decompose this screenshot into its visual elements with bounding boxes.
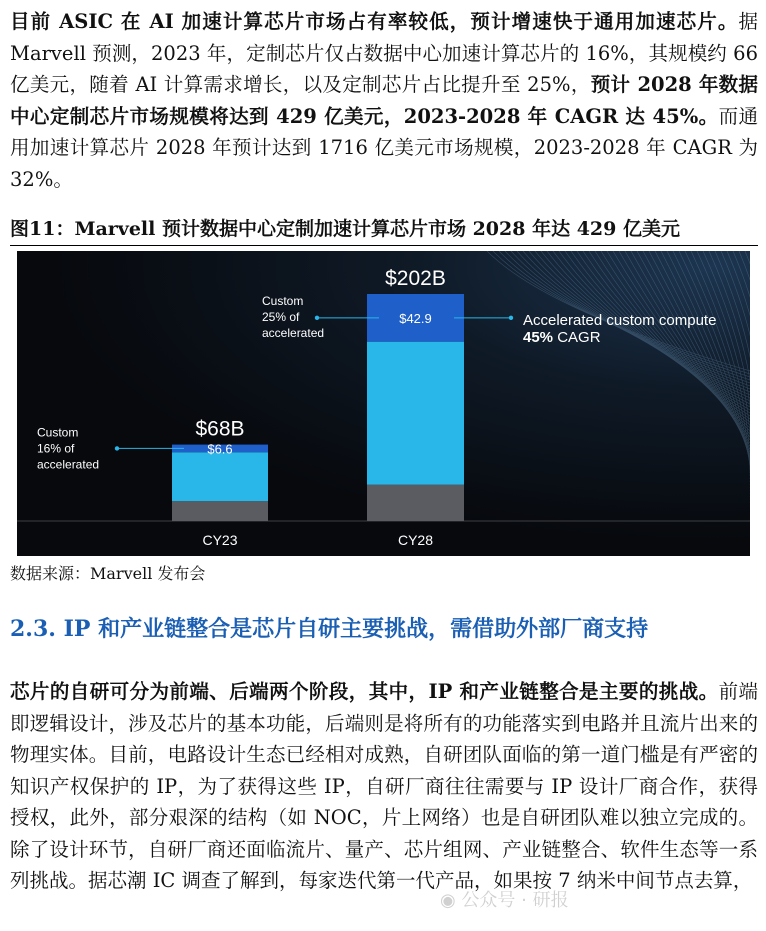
figure-title-rule (10, 245, 758, 246)
annotation-cy28-line2: 25% of (262, 309, 300, 324)
x-tick-cy28: CY28 (397, 532, 434, 548)
bar-cy28-custom-label: $42.9 (399, 310, 432, 326)
custom-compute-chart (17, 251, 750, 556)
bar-cy28 (367, 267, 464, 548)
bar-cy23-total-label: $68B (195, 417, 245, 441)
annotation-cy28-line1: Custom (262, 293, 304, 308)
section-heading: 2.3. IP 和产业链整合是芯片自研主要挑战，需借助外部厂商支持 (10, 616, 649, 642)
intro-bold-1: 目前 ASIC 在 AI 加速计算芯片市场占有率较低，预计增速快于通用加速芯片。 (10, 10, 739, 33)
annotation-cagr-dot (509, 316, 513, 320)
annotation-cy23-line3: accelerated (37, 457, 100, 472)
intro-bold-2: 预计 2028 年数据中心定制芯片市场规模将达到 429 亿美元，2023-2028 年 CAGR 达 45%。 (10, 73, 758, 128)
x-tick-cy23: CY23 (202, 532, 238, 548)
bar-cy28-total-label: $202B (385, 267, 446, 290)
body-bold-1: 芯片的自研可分为前端、后端两个阶段，其中，IP 和产业链整合是主要的挑战。 (10, 680, 719, 703)
bar-cy23-custom-label: $6.6 (207, 441, 233, 457)
figure-title: 图11：Marvell 预计数据中心定制加速计算芯片市场 2028 年达 429 亿美元 (10, 218, 680, 240)
annotation-cy23-dot (115, 446, 119, 450)
body-paragraph (10, 676, 758, 897)
figure-source: 数据来源：Marvell 发布会 (10, 564, 206, 583)
bar-cy28-gray-segment (367, 485, 464, 521)
annotation-cagr-line1: Accelerated custom compute (523, 312, 717, 329)
bar-cy23-cyan-segment (172, 452, 268, 501)
intro-paragraph (10, 6, 758, 195)
annotation-cy28-line3: accelerated (262, 325, 325, 340)
annotation-cagr-suffix: CAGR (553, 329, 601, 346)
bar-cy28-cyan-segment (367, 342, 464, 485)
annotation-cy28-dot (315, 316, 319, 320)
intro-text-1: 据 Marvell 预测，2023 年，定制芯片仅占数据中心加速计算芯片的 16%，其规模约 66 亿美元，随着 AI 计算需求增长，以及定制芯片占比提升至 25%， (10, 10, 758, 96)
annotation-cy23-line1: Custom (37, 425, 79, 440)
body-text-1: 前端即逻辑设计，涉及芯片的基本功能，后端则是将所有的功能落实到电路并且流片出来的物理实体。目前，电路设计生态已经相对成熟，自研团队面临的第一道门槛是有严密的知识产权保护的 IP，为了获得这些 IP，自研厂商往往需要与 IP 设计厂商合作，获得授权，此外，部分艰深的结构（如 NOC，片上网络）也是自研团队难以独立完成的。除了设计环节，自研厂商还面临流片、量产、芯片组网、产业链整合、软件生态等一系列挑战。据芯潮 IC 调查了解到，每家迭代第一代产品，如果按 7 纳米中间节点去算， (10, 680, 758, 892)
annotation-cagr-value: 45% (523, 329, 554, 346)
annotation-cy23-line2: 16% of (37, 441, 75, 456)
watermark-logo: ◉ 公众号 · 研报 (440, 890, 569, 911)
annotation-cagr-line2 (523, 329, 601, 346)
intro-text-2: 而通用加速计算芯片 2028 年预计达到 1716 亿美元市场规模，2023-2028 年 CAGR 为 32%。 (10, 104, 758, 191)
bar-cy23-gray-segment (172, 501, 268, 521)
